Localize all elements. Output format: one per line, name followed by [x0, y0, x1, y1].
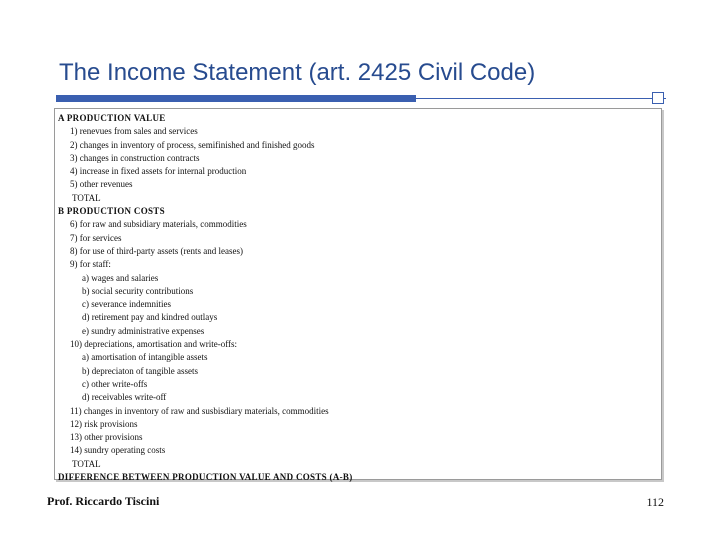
statement-line-item: 10) depreciations, amortisation and write-offs: — [70, 339, 238, 350]
statement-line-item: c) other write-offs — [82, 378, 148, 389]
statement-line-item: 11) changes in inventory of raw and susbisdiary materials, commodities — [70, 405, 329, 416]
title-underline-bar — [56, 95, 416, 102]
statement-line-item: 9) for staff: — [70, 259, 111, 270]
statement-line-item: 7) for services — [70, 232, 122, 243]
statement-line-item: b) depreciaton of tangible assets — [82, 365, 198, 376]
statement-line-item: 3) changes in construction contracts — [70, 152, 200, 163]
statement-line-item: c) severance indemnities — [82, 299, 171, 310]
statement-line-item: 13) other provisions — [70, 432, 143, 443]
statement-section-heading: DIFFERENCE BETWEEN PRODUCTION VALUE AND COSTS (A-B) — [58, 472, 353, 483]
statement-line-item: d) retirement pay and kindred outlays — [82, 312, 218, 323]
statement-line-item: 1) renevues from sales and services — [70, 126, 198, 137]
statement-line-item: 6) for raw and subsidiary materials, commodities — [70, 219, 247, 230]
statement-line-item: 2) changes in inventory of process, semifinished and finished goods — [70, 139, 315, 150]
statement-line-item: 14) sundry operating costs — [70, 445, 166, 456]
statement-line-item: d) receivables write-off — [82, 392, 167, 403]
statement-line-item: a) amortisation of intangible assets — [82, 352, 208, 363]
statement-line-item: b) social security contributions — [82, 285, 194, 296]
statement-line-item: TOTAL — [72, 192, 101, 203]
slide-title: The Income Statement (art. 2425 Civil Code) — [59, 59, 536, 86]
statement-line-item: 8) for use of third-party assets (rents and leases) — [70, 245, 243, 256]
statement-section-heading: B PRODUCTION COSTS — [58, 206, 165, 217]
statement-section-heading: A PRODUCTION VALUE — [58, 113, 166, 123]
income-statement-lines — [58, 112, 353, 484]
statement-line-item: a) wages and salaries — [82, 272, 159, 283]
title-decoration-square — [652, 92, 664, 104]
footer-author: Prof. Riccardo Tiscini — [47, 494, 160, 508]
title-underline-line — [416, 98, 666, 99]
statement-line-item: 4) increase in fixed assets for internal production — [70, 166, 247, 177]
statement-line-item: 12) risk provisions — [70, 418, 138, 429]
statement-line-item: e) sundry administrative expenses — [82, 325, 205, 336]
statement-line-item: 5) other revenues — [70, 179, 133, 190]
page-number: 112 — [646, 495, 664, 509]
statement-line-item: TOTAL — [72, 458, 101, 469]
income-statement-box — [54, 108, 662, 483]
